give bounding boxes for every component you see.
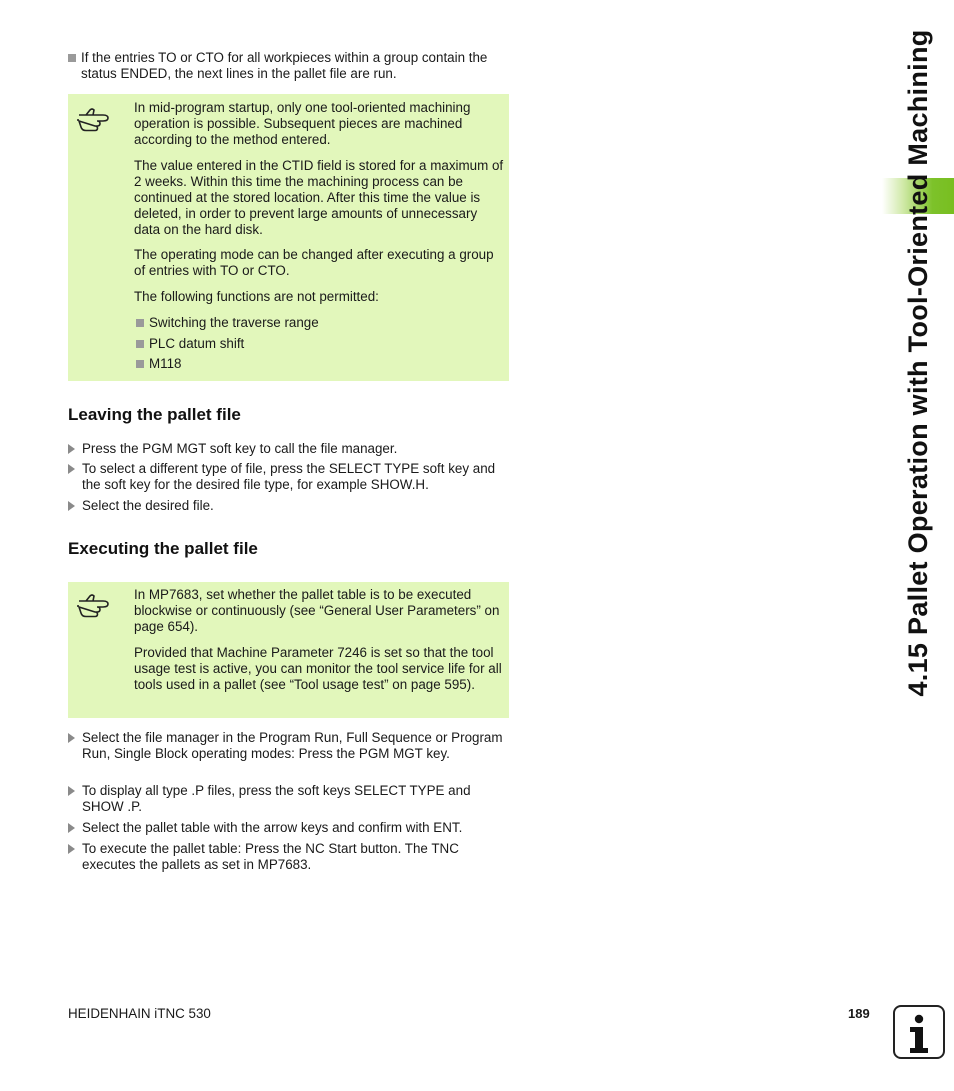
step-arrow-icon [68,464,75,474]
step-arrow-icon [68,501,75,511]
side-title-text: 4.15 Pallet Operation with Tool-Oriented Machining [903,29,933,697]
heading-executing: Executing the pallet file [68,539,258,558]
heading-leaving: Leaving the pallet file [68,405,241,424]
step-arrow-icon [68,823,75,833]
footer-manual: HEIDENHAIN iTNC 530 [68,1006,211,1021]
executing-step-3: Select the pallet table with the arrow keys and confirm with ENT. [68,820,522,836]
note2-para-1: In MP7683, set whether the pallet table is to be executed blockwise or continuously (see “General User Parameters” on page 654). [134,587,500,634]
info-icon [893,1005,945,1059]
note1-para-4: The following functions are not permitted: [134,289,379,304]
note1-item-3: M118 [136,356,182,372]
note2-para-2: Provided that Machine Parameter 7246 is set so that the tool usage test is active, you can monitor the tool service life for all tools used in a pallet (see “Tool usage test” on page 595). [134,645,502,692]
note1-para-1: In mid-program startup, only one tool-oriented machining operation is possible. Subsequent pieces are machined according to the method entered. [134,100,471,147]
note1-item-1: Switching the traverse range [136,315,319,331]
step-arrow-icon [68,786,75,796]
pointing-hand-icon [76,592,112,620]
note-box-executing [68,582,509,718]
leaving-step-2: To select a different type of file, press the SELECT TYPE soft key and the soft key for the desired file type, for example SHOW.H. [68,461,512,493]
step-arrow-icon [68,444,75,454]
leaving-step-1: Press the PGM MGT soft key to call the file manager. [68,441,522,457]
step-arrow-icon [68,844,75,854]
note1-item-2: PLC datum shift [136,336,244,352]
executing-step-4: To execute the pallet table: Press the NC Start button. The TNC executes the pallets as set in MP7683. [68,841,507,873]
page-number: 189 [848,1006,870,1021]
executing-step-2: To display all type .P files, press the soft keys SELECT TYPE and SHOW .P. [68,783,512,815]
pointing-hand-icon [76,106,112,134]
info-i-glyph-icon [895,1007,943,1057]
note-box-startup [68,94,509,381]
executing-step-1: Select the file manager in the Program Run, Full Sequence or Program Run, Single Block operating modes: Press the PGM MGT key. [68,730,522,762]
leaving-step-3: Select the desired file. [68,498,522,514]
step-arrow-icon [68,733,75,743]
note1-para-2: The value entered in the CTID field is stored for a maximum of 2 weeks. Within this time the machining process can be continued at the stored location. After this time the value is deleted, in order to prevent large amounts of unnecessary data on the hard disk. [134,158,504,237]
side-title [898,29,938,697]
intro-bullet [68,50,524,82]
note1-para-3: The operating mode can be changed after executing a group of entries with TO or CTO. [134,247,494,278]
intro-bullet-text: If the entries TO or CTO for all workpieces within a group contain the status ENDED, the next lines in the pallet file are run. [81,50,488,81]
